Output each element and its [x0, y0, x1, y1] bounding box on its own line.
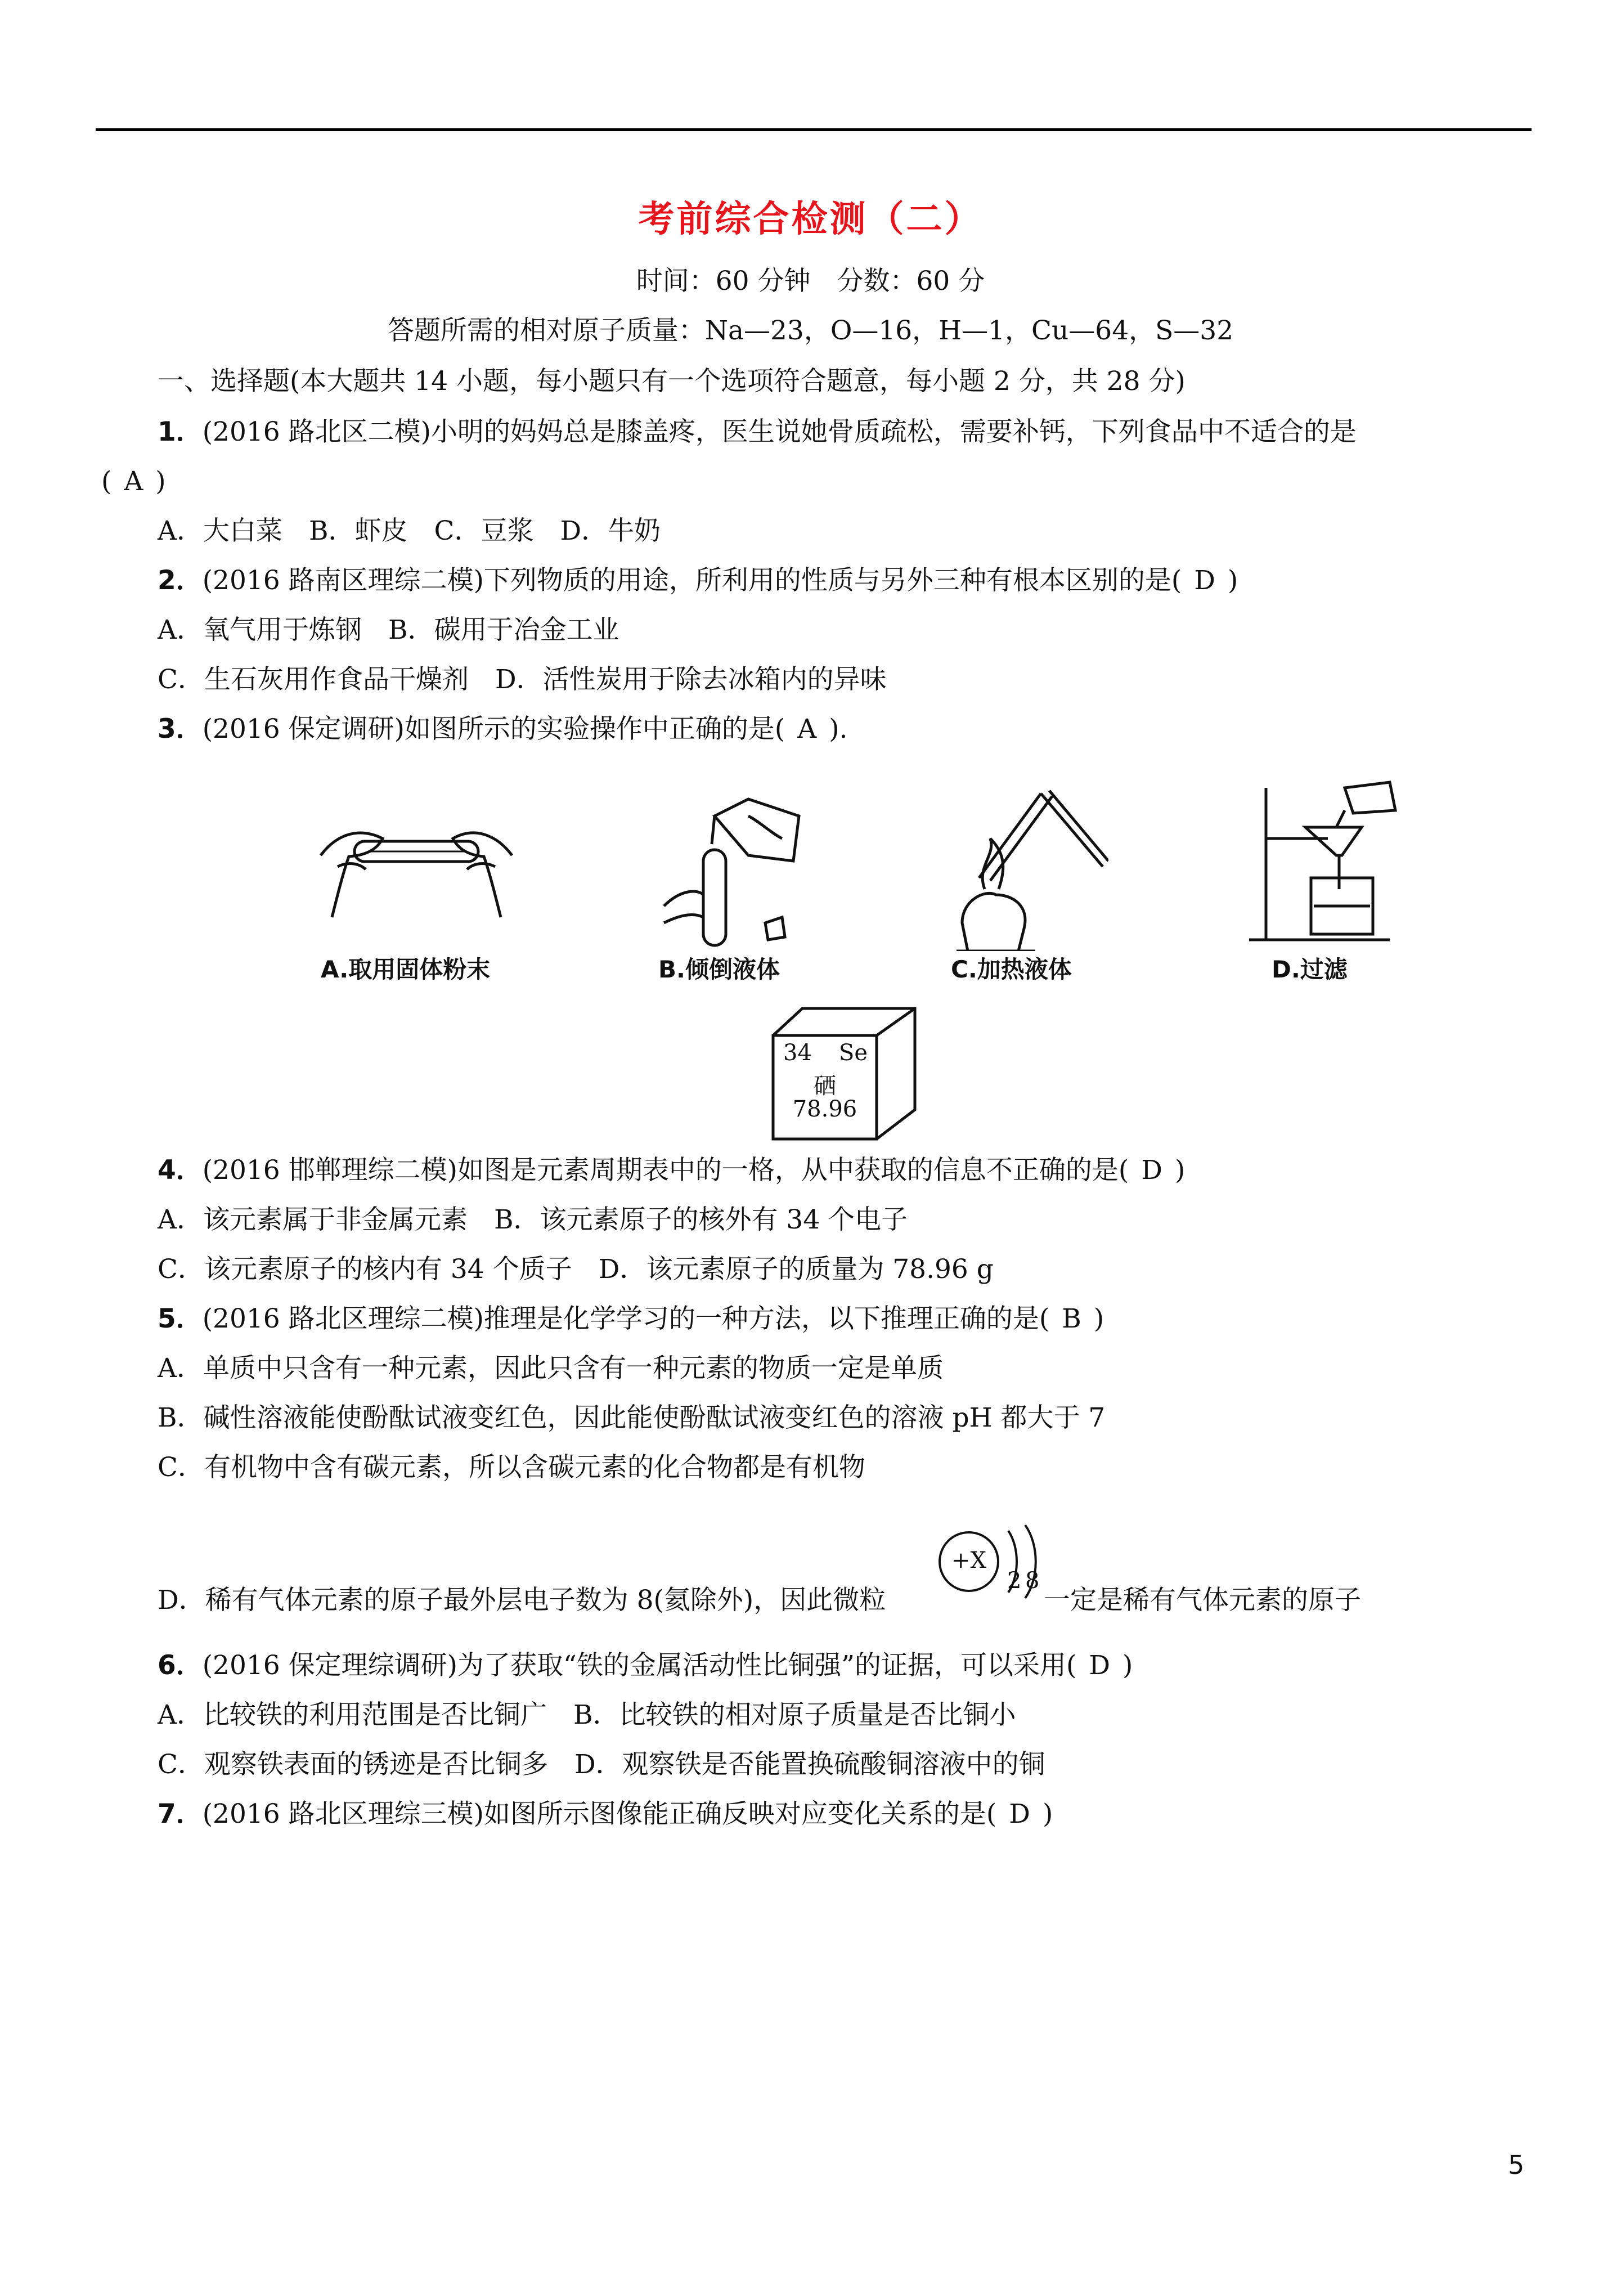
question-3-stem: 3．(2016 保定调研)如图所示的实验操作中正确的是( A ).	[158, 714, 848, 745]
question-5-option-c: C．有机物中含有碳元素，所以含碳元素的化合物都是有机物	[158, 1452, 865, 1483]
figure-caption-b: B.倾倒液体	[658, 956, 780, 983]
element-mass: 78.96	[792, 1096, 857, 1122]
particle-structure-diagram	[935, 1514, 1048, 1609]
figure-heating-liquid	[945, 782, 1108, 951]
shell-2-count: 8	[1025, 1568, 1040, 1594]
element-name: 硒	[814, 1073, 836, 1099]
question-2-options-cd: C．生石灰用作食品干燥剂 D．活性炭用于除去冰箱内的异味	[158, 664, 887, 695]
element-number: 34	[783, 1040, 812, 1066]
question-5-option-a: A．单质中只含有一种元素，因此只含有一种元素的物质一定是单质	[158, 1353, 944, 1384]
nucleus-label: +X	[951, 1548, 986, 1573]
question-6-stem: 6．(2016 保定理综调研)为了获取“铁的金属活动性比铜强”的证据，可以采用( D )	[158, 1650, 1133, 1681]
question-4-stem: 4．(2016 邯郸理综二模)如图是元素周期表中的一格，从中获取的信息不正确的是( D )	[158, 1155, 1186, 1186]
shell-1-count: 2	[1007, 1568, 1022, 1594]
question-7-stem: 7．(2016 路北区理综三模)如图所示图像能正确反映对应变化关系的是( D )	[158, 1799, 1053, 1829]
figure-caption-d: D.过滤	[1272, 956, 1348, 983]
answer: D	[1089, 1650, 1111, 1681]
question-4-options-cd: C．该元素原子的核内有 34 个质子 D．该元素原子的质量为 78.96 g	[158, 1254, 994, 1285]
atomic-mass-line: 答题所需的相对原子质量：Na—23，O—16，H—1，Cu—64，S—32	[387, 315, 1234, 346]
header-rule	[96, 128, 1532, 131]
question-1-stem: 1．(2016 路北区二模)小明的妈妈总是膝盖疼，医生说她骨质疏松，需要补钙，下列食品中不适合的是	[158, 416, 1357, 447]
question-2-stem: 2．(2016 路南区理综二模)下列物质的用途，所利用的性质与另外三种有根本区别的是( D )	[158, 565, 1238, 596]
answer: B	[1062, 1303, 1081, 1334]
question-6-options-cd: C．观察铁表面的锈迹是否比铜多 D．观察铁是否能置换硫酸铜溶液中的铜	[158, 1749, 1045, 1780]
figure-powder-sampling	[315, 805, 518, 951]
question-4-options-ab: A．该元素属于非金属元素 B．该元素原子的核外有 34 个电子	[158, 1204, 908, 1235]
question-5-stem: 5．(2016 路北区理综二模)推理是化学学习的一种方法，以下推理正确的是( B )	[158, 1303, 1104, 1334]
figure-pouring-liquid	[653, 782, 821, 951]
page-number: 5	[1508, 2150, 1525, 2180]
figure-caption-a: A.取用固体粉末	[321, 956, 491, 983]
question-6-options-ab: A．比较铁的利用范围是否比铜广 B．比较铁的相对原子质量是否比铜小	[158, 1699, 1016, 1730]
answer: D	[1009, 1799, 1030, 1829]
answer: D	[1194, 565, 1215, 596]
time-score-line: 时间：60 分钟 分数：60 分	[636, 266, 985, 297]
page-title: 考前综合检测（二）	[638, 198, 983, 240]
question-2-options-ab: A．氧气用于炼钢 B．碳用于冶金工业	[158, 615, 619, 645]
figure-caption-c: C.加热液体	[951, 956, 1072, 983]
question-5-option-d-pre: D．稀有气体元素的原子最外层电子数为 8(氦除外)，因此微粒	[158, 1585, 886, 1616]
question-number: 1．	[158, 416, 203, 447]
figure-filtration	[1243, 777, 1412, 951]
answer: A	[797, 714, 817, 745]
section-heading: 一、选择题(本大题共 14 小题，每小题只有一个选项符合题意，每小题 2 分，共 28 分)	[158, 366, 1186, 397]
question-1-options: A．大白菜 B．虾皮 C．豆浆 D．牛奶	[158, 515, 661, 546]
answer: A	[124, 466, 143, 497]
element-symbol: Se	[838, 1040, 868, 1066]
question-5-option-b: B．碱性溶液能使酚酞试液变红色，因此能使酚酞试液变红色的溶液 pH 都大于 7	[158, 1402, 1106, 1433]
periodic-table-cell	[771, 1006, 917, 1141]
answer: D	[1141, 1155, 1162, 1186]
question-5-option-d-post: 一定是稀有气体元素的原子	[1044, 1585, 1361, 1616]
question-1-answer-line: ( A )	[101, 466, 166, 497]
